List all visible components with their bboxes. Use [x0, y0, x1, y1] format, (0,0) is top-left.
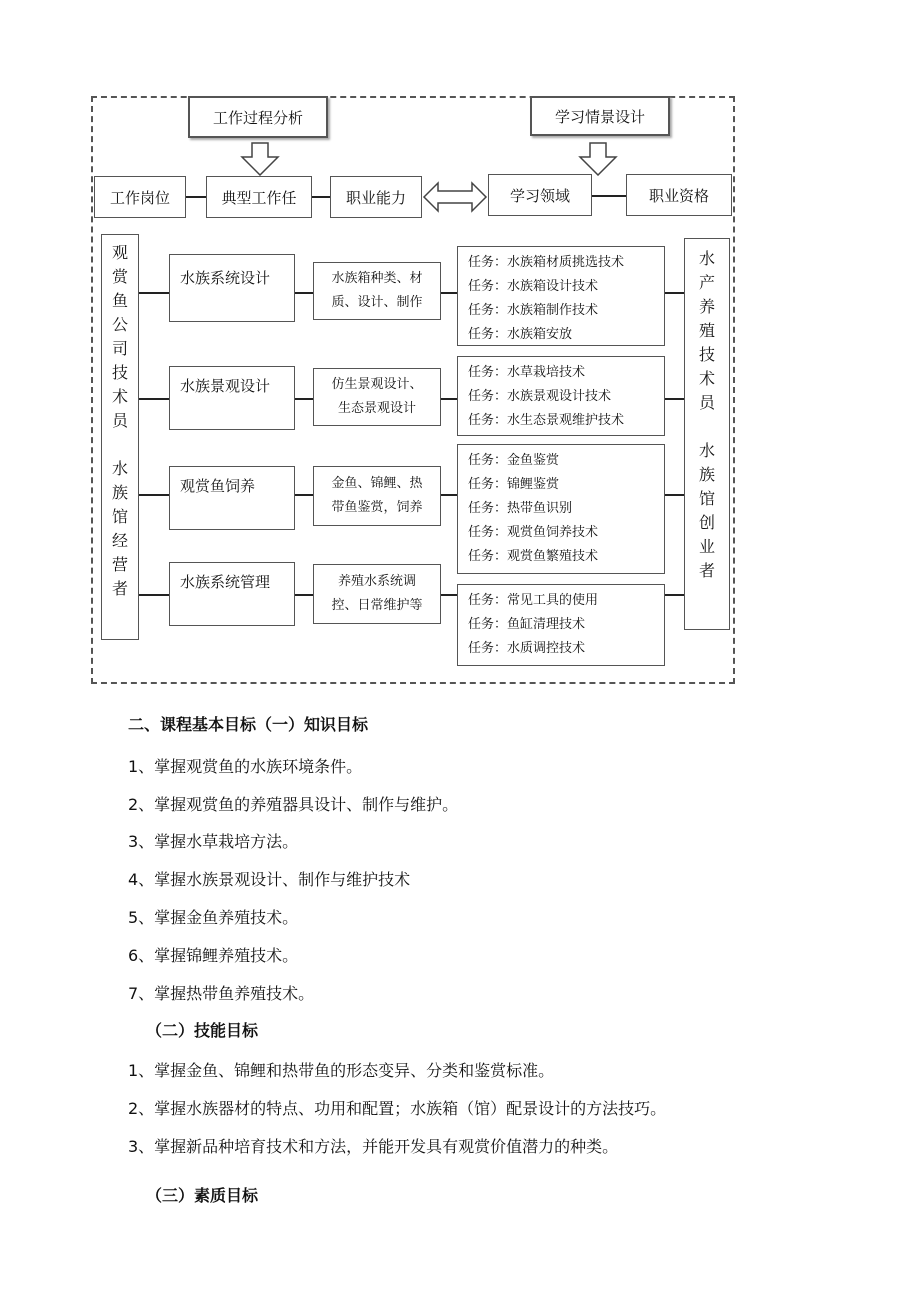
task-item: 任务：观赏鱼饲养技术 [468, 525, 599, 540]
connector-line [665, 494, 684, 496]
left-column-char: 水 [111, 459, 128, 478]
module-ability-box [313, 466, 441, 526]
left-career-column [101, 234, 139, 640]
right-column-char: 产 [698, 273, 715, 292]
connector-line [665, 594, 684, 596]
connector-line [295, 292, 313, 294]
knowledge-item: 5、掌握金鱼养殖技术。 [128, 908, 299, 927]
learning-scenario-design-box [530, 96, 670, 136]
knowledge-item: 6、掌握锦鲤养殖技术。 [128, 946, 299, 965]
left-column-char: 营 [111, 555, 128, 574]
task-item: 任务：水质调控技术 [468, 641, 586, 656]
right-column-char: 员 [698, 393, 715, 412]
heading-knowledge-goals: 二、课程基本目标（一）知识目标 [128, 715, 369, 734]
typical-work-box [206, 176, 312, 218]
work-process-analysis-label: 工作过程分析 [212, 108, 303, 127]
task-item: 任务：水族箱设计技术 [468, 279, 599, 294]
module-ability-line: 水族箱种类、材 [331, 271, 423, 286]
task-item: 任务：水族景观设计技术 [468, 389, 612, 404]
connector-line [186, 196, 206, 198]
left-column-char [102, 433, 138, 457]
task-item: 任务：水族箱安放 [468, 327, 573, 342]
task-item: 任务：鱼缸清理技术 [468, 617, 586, 632]
learning-field-label: 学习领域 [509, 186, 570, 205]
module-tasks-box [457, 444, 665, 574]
task-item: 任务：热带鱼识别 [468, 501, 573, 516]
module-ability-box [313, 564, 441, 624]
left-column-char: 术 [111, 387, 128, 406]
module-tasks-box [457, 246, 665, 346]
double-arrow-icon [422, 180, 488, 214]
left-column-char: 赏 [111, 267, 128, 286]
down-arrow-icon [240, 142, 280, 176]
connector-line [139, 594, 169, 596]
left-column-char: 鱼 [111, 291, 128, 310]
connector-line [139, 398, 169, 400]
module-name: 观赏鱼饲养 [180, 477, 256, 495]
module-ability-line: 仿生景观设计、 [331, 377, 423, 392]
learning-field-box [488, 174, 592, 216]
vocational-qualification-label: 职业资格 [648, 186, 709, 205]
connector-line [441, 494, 457, 496]
left-column-char: 员 [111, 411, 128, 430]
task-item: 任务：水族箱材质挑选技术 [468, 255, 625, 270]
left-column-char: 馆 [111, 507, 128, 526]
module-ability-line: 控、日常维护等 [331, 598, 423, 613]
right-column-char: 技 [698, 345, 715, 364]
right-column-char: 术 [698, 369, 715, 388]
down-arrow-icon [578, 142, 618, 176]
typical-work-label: 典型工作任 [221, 188, 297, 207]
knowledge-item: 3、掌握水草栽培方法。 [128, 832, 299, 851]
left-column-char: 观 [111, 243, 128, 262]
connector-line [139, 494, 169, 496]
task-item: 任务：金鱼鉴赏 [468, 453, 560, 468]
connector-line [295, 494, 313, 496]
left-column-char: 者 [111, 579, 128, 598]
task-item: 任务：水生态景观维护技术 [468, 413, 625, 428]
heading-quality-goals: （三）素质目标 [146, 1186, 259, 1205]
module-box [169, 254, 295, 322]
module-name: 水族系统设计 [180, 269, 271, 287]
right-column-char [685, 415, 729, 439]
right-column-char: 创 [698, 513, 715, 532]
skill-item: 2、掌握水族器材的特点、功用和配置；水族箱（馆）配景设计的方法技巧。 [128, 1099, 667, 1118]
work-process-analysis-box [188, 96, 328, 138]
job-post-box [94, 176, 186, 218]
module-ability-line: 养殖水系统调 [337, 574, 416, 589]
vocational-ability-label: 职业能力 [345, 188, 406, 207]
module-tasks-box [457, 356, 665, 436]
module-ability-box [313, 262, 441, 320]
module-box [169, 366, 295, 430]
left-column-char: 技 [111, 363, 128, 382]
connector-line [665, 292, 684, 294]
module-box [169, 562, 295, 626]
right-column-char: 者 [698, 561, 715, 580]
learning-scenario-design-label: 学习情景设计 [554, 107, 645, 126]
right-column-char: 养 [698, 297, 715, 316]
knowledge-item: 7、掌握热带鱼养殖技术。 [128, 984, 315, 1003]
knowledge-item: 4、掌握水族景观设计、制作与维护技术 [128, 870, 411, 889]
right-column-char: 业 [698, 537, 715, 556]
left-column-char: 族 [111, 483, 128, 502]
module-box [169, 466, 295, 530]
module-ability-line: 质、设计、制作 [331, 295, 423, 310]
job-post-label: 工作岗位 [109, 188, 170, 207]
module-ability-line: 带鱼鉴赏，饲养 [331, 500, 423, 515]
right-career-column [684, 238, 730, 630]
left-column-char: 司 [111, 339, 128, 358]
module-ability-line: 金鱼、锦鲤、热 [331, 476, 423, 491]
left-column-char: 经 [111, 531, 128, 550]
connector-line [441, 398, 457, 400]
connector-line [592, 195, 626, 197]
right-column-char: 水 [698, 441, 715, 460]
module-ability-line: 生态景观设计 [337, 401, 416, 416]
skill-item: 1、掌握金鱼、锦鲤和热带鱼的形态变异、分类和鉴赏标准。 [128, 1061, 555, 1080]
knowledge-item: 2、掌握观赏鱼的养殖器具设计、制作与维护。 [128, 795, 459, 814]
module-name: 水族系统管理 [180, 573, 271, 591]
knowledge-item: 1、掌握观赏鱼的水族环境条件。 [128, 757, 363, 776]
task-item: 任务：水草栽培技术 [468, 365, 586, 380]
right-column-char: 殖 [698, 321, 715, 340]
task-item: 任务：锦鲤鉴赏 [468, 477, 560, 492]
right-column-char: 族 [698, 465, 715, 484]
connector-line [441, 594, 457, 596]
connector-line [665, 398, 684, 400]
skill-item: 3、掌握新品种培育技术和方法，并能开发具有观赏价值潜力的种类。 [128, 1137, 619, 1156]
module-name: 水族景观设计 [180, 377, 271, 395]
task-item: 任务：水族箱制作技术 [468, 303, 599, 318]
module-ability-box [313, 368, 441, 426]
heading-skill-goals: （二）技能目标 [146, 1021, 259, 1040]
task-item: 任务：观赏鱼繁殖技术 [468, 549, 599, 564]
connector-line [295, 398, 313, 400]
connector-line [295, 594, 313, 596]
task-item: 任务：常见工具的使用 [468, 593, 599, 608]
left-column-char: 公 [111, 315, 128, 334]
vocational-qualification-box [626, 174, 732, 216]
connector-line [139, 292, 169, 294]
right-column-char: 馆 [698, 489, 715, 508]
right-column-char: 水 [698, 249, 715, 268]
vocational-ability-box [330, 176, 422, 218]
module-tasks-box [457, 584, 665, 666]
connector-line [441, 292, 457, 294]
connector-line [312, 196, 330, 198]
